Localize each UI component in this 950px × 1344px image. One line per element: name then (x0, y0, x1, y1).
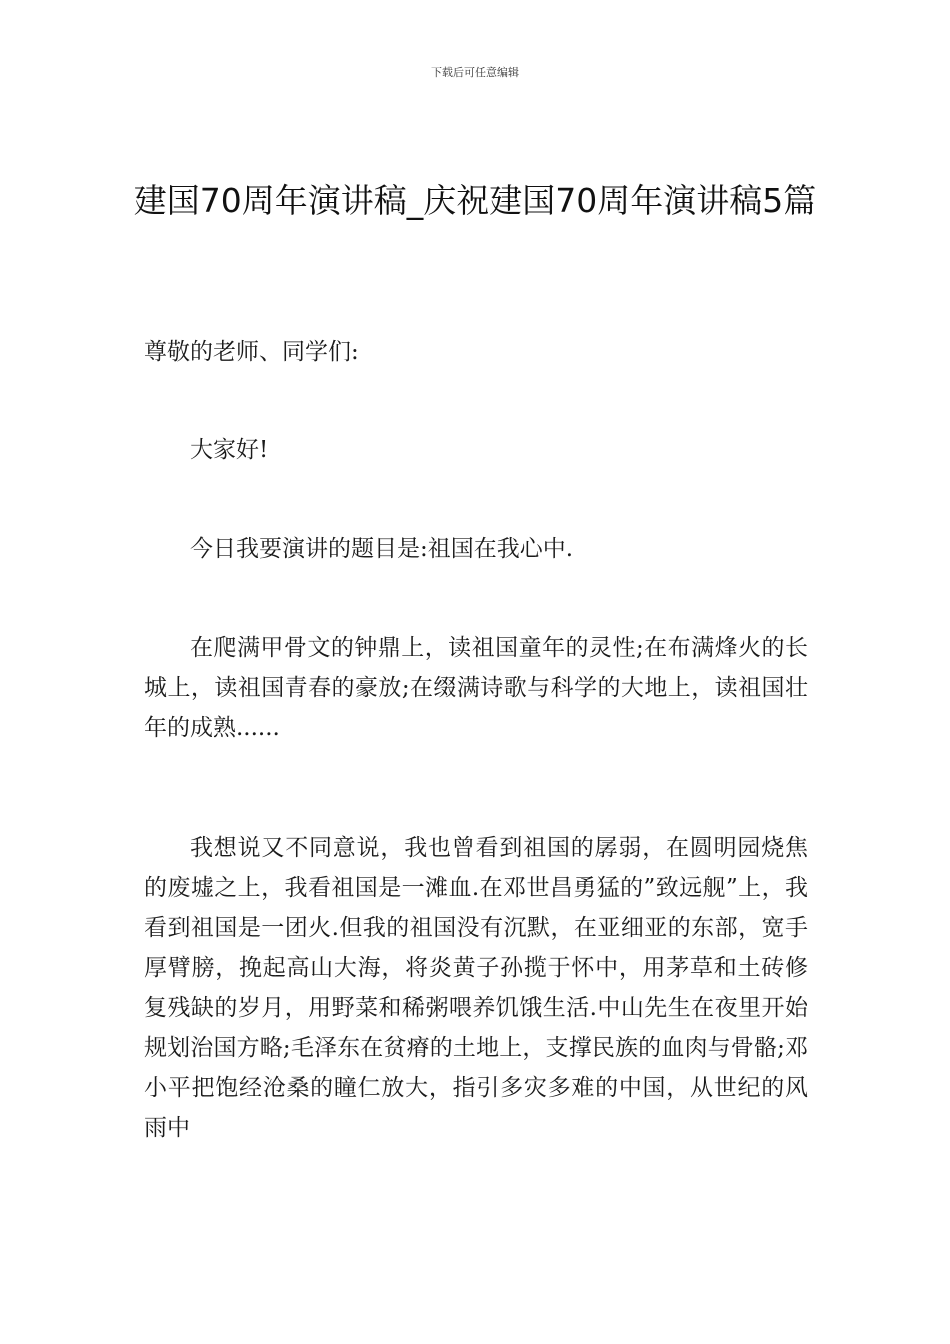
paragraph-2: 我想说又不同意说，我也曾看到祖国的孱弱，在圆明园烧焦的废墟之上，我看祖国是一滩血.在邓世昌勇猛的”致远舰”上，我看到祖国是一团火.但我的祖国没有沉默，在亚细亚的东部，宽手厚臂膀，挽起高山大海，将炎黄子孙揽于怀中，用茅草和土砖修复残缺的岁月，用野菜和稀粥喂养饥饿生活.中山先生在夜里开始规划治国方略;毛泽东在贫瘠的土地上，支撑民族的血肉与骨骼;邓小平把饱经沧桑的瞳仁放大，指引多灾多难的中国，从世纪的风雨中 (144, 835, 808, 1141)
document-title: 建国70周年演讲稿_庆祝建国70周年演讲稿5篇 (133, 181, 817, 220)
salutation: 尊敬的老师、同学们: (144, 339, 359, 365)
paragraph-topic: 今日我要演讲的题目是:祖国在我心中. (190, 536, 574, 562)
paragraph-1: 在爬满甲骨文的钟鼎上，读祖国童年的灵性;在布满烽火的长城上，读祖国青春的豪放;在缀满诗歌与科学的大地上，读祖国壮年的成熟...... (144, 635, 808, 741)
paragraph-greeting: 大家好! (190, 437, 269, 463)
header-note: 下载后可任意编辑 (431, 66, 519, 79)
